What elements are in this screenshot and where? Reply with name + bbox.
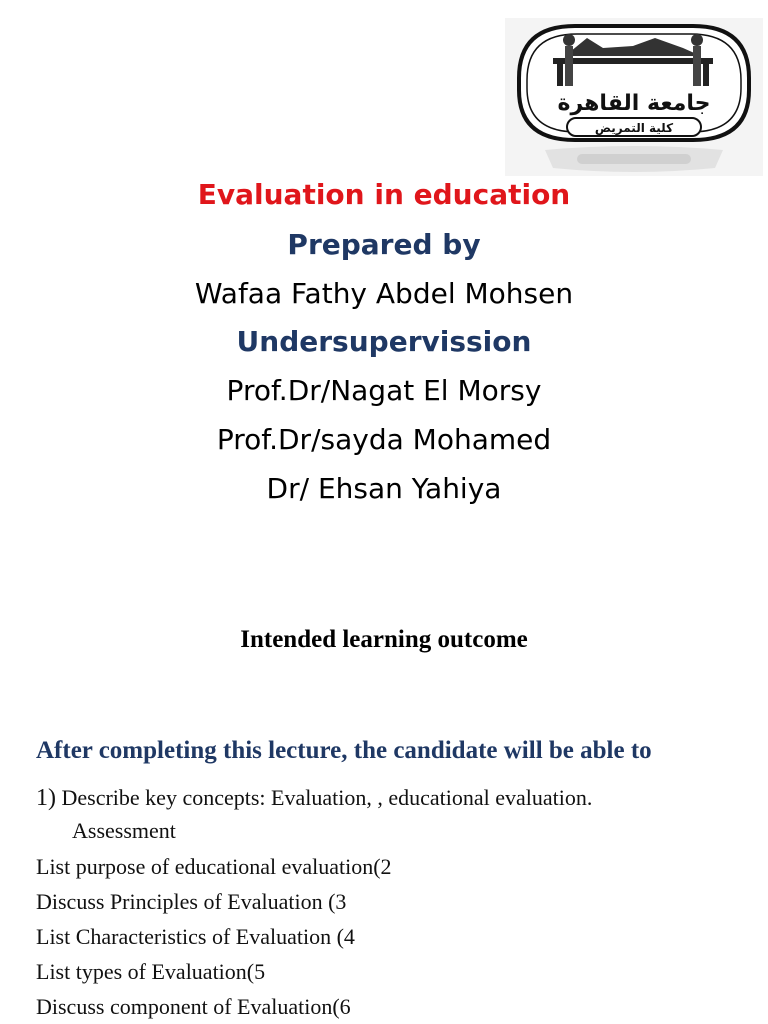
objective-1-number: 1)	[36, 785, 56, 811]
supervisor-1: Prof.Dr/Nagat El Morsy	[226, 374, 542, 407]
objective-2: List purpose of educational evaluation(2	[36, 854, 392, 879]
objective-1-text: Describe key concepts: Evaluation, , educational evaluation.	[56, 785, 593, 810]
author-name: Wafaa Fathy Abdel Mohsen	[194, 277, 574, 310]
supervisor-2: Prof.Dr/sayda Mohamed	[216, 423, 552, 456]
university-logo	[505, 18, 763, 176]
objective-6: Discuss component of Evaluation(6	[36, 994, 351, 1019]
prepared-by-label: Prepared by	[287, 228, 481, 261]
presentation-title: Evaluation in education	[197, 178, 571, 211]
objective-5: List types of Evaluation(5	[36, 959, 266, 984]
logo-arabic-main: جامعة القاهرة	[557, 91, 711, 116]
objective-4: List Characteristics of Evaluation (4	[36, 924, 355, 949]
outcomes-heading: Intended learning outcome	[240, 626, 528, 653]
objective-3: Discuss Principles of Evaluation (3	[36, 889, 347, 914]
supervision-label: Undersupervission	[236, 325, 532, 358]
logo-arabic-sub: كلية التمريض	[594, 121, 674, 135]
supervisor-3: Dr/ Ehsan Yahiya	[266, 472, 502, 505]
objective-1-continuation: Assessment	[72, 818, 176, 843]
objective-1	[36, 785, 756, 812]
outcomes-intro: After completing this lecture, the candidate will be able to	[36, 737, 652, 764]
university-seal-icon	[505, 18, 763, 176]
